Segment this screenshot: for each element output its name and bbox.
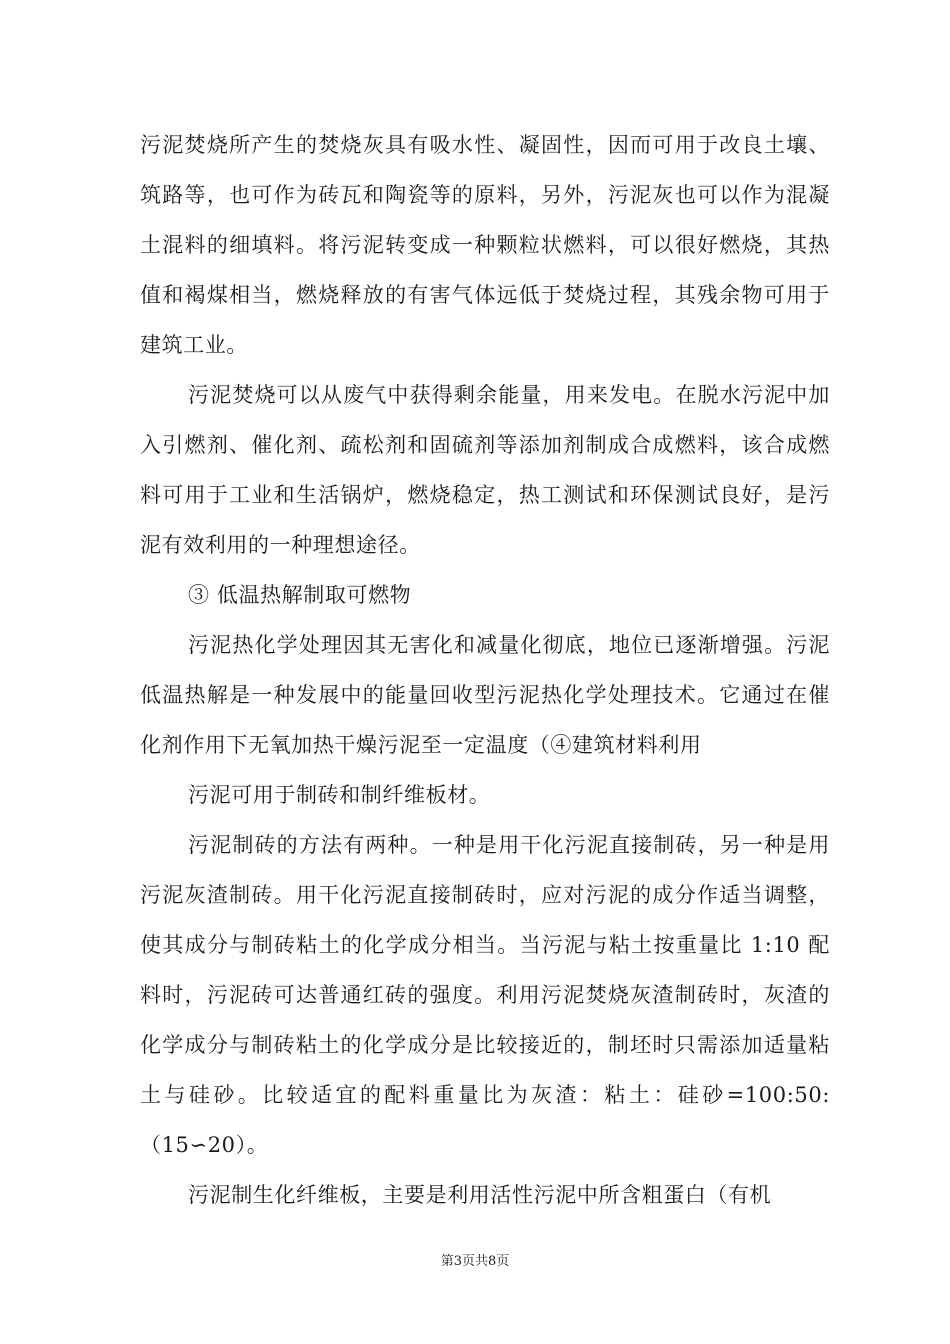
paragraph-building-materials: 污泥可用于制砖和制纤维板材。 bbox=[188, 783, 491, 807]
paragraph-incineration-ash: 污泥焚烧所产生的焚烧灰具有吸水性、凝固性，因而可用于改良土壤、筑路等，也可作为砖瓦和陶瓷等的原料，另外，污泥灰也可以作为混凝土混料的细填料。将污泥转变成一种颗粒状燃料，可以很好燃烧，其热值和褐煤相当，燃烧释放的有害气体远低于焚烧过程，其残余物可用于建筑工业。 bbox=[140, 133, 830, 357]
paragraph-pyrolysis: 污泥热化学处理因其无害化和减量化彻底，地位已逐渐增强。污泥低温热解是一种发展中的能量回收型污泥热化学处理技术。它通过在催化剂作用下无氧加热干燥污泥至一定温度（④建筑材料利用 bbox=[140, 633, 830, 757]
page-number-footer: 第3页共8页 bbox=[440, 1254, 510, 1269]
paragraph-fiberboard: 污泥制生化纤维板，主要是利用活性污泥中所含粗蛋白（有机 bbox=[188, 1183, 772, 1207]
document-body bbox=[140, 120, 830, 1220]
paragraph-brick-making: 污泥制砖的方法有两种。一种是用干化污泥直接制砖，另一种是用污泥灰渣制砖。用干化污泥直接制砖时，应对污泥的成分作适当调整，使其成分与制砖粘土的化学成分相当。当污泥与粘土按重量比 1:10 配料时，污泥砖可达普通红砖的强度。利用污泥焚烧灰渣制砖时，灰渣的化学成分与制砖粘土的化学成分是比较接近的，制坯时只需添加适量粘土与硅砂。比较适宜的配料重量比为灰渣：粘土：硅砂=100:50:（15∽20）。 bbox=[140, 833, 830, 1157]
paragraph-energy-recovery: 污泥焚烧可以从废气中获得剩余能量，用来发电。在脱水污泥中加入引燃剂、催化剂、疏松剂和固硫剂等添加剂制成合成燃料，该合成燃料可用于工业和生活锅炉，燃烧稳定，热工测试和环保测试良好，是污泥有效利用的一种理想途径。 bbox=[140, 383, 830, 557]
section-heading-pyrolysis: ③ 低温热解制取可燃物 bbox=[188, 583, 412, 607]
